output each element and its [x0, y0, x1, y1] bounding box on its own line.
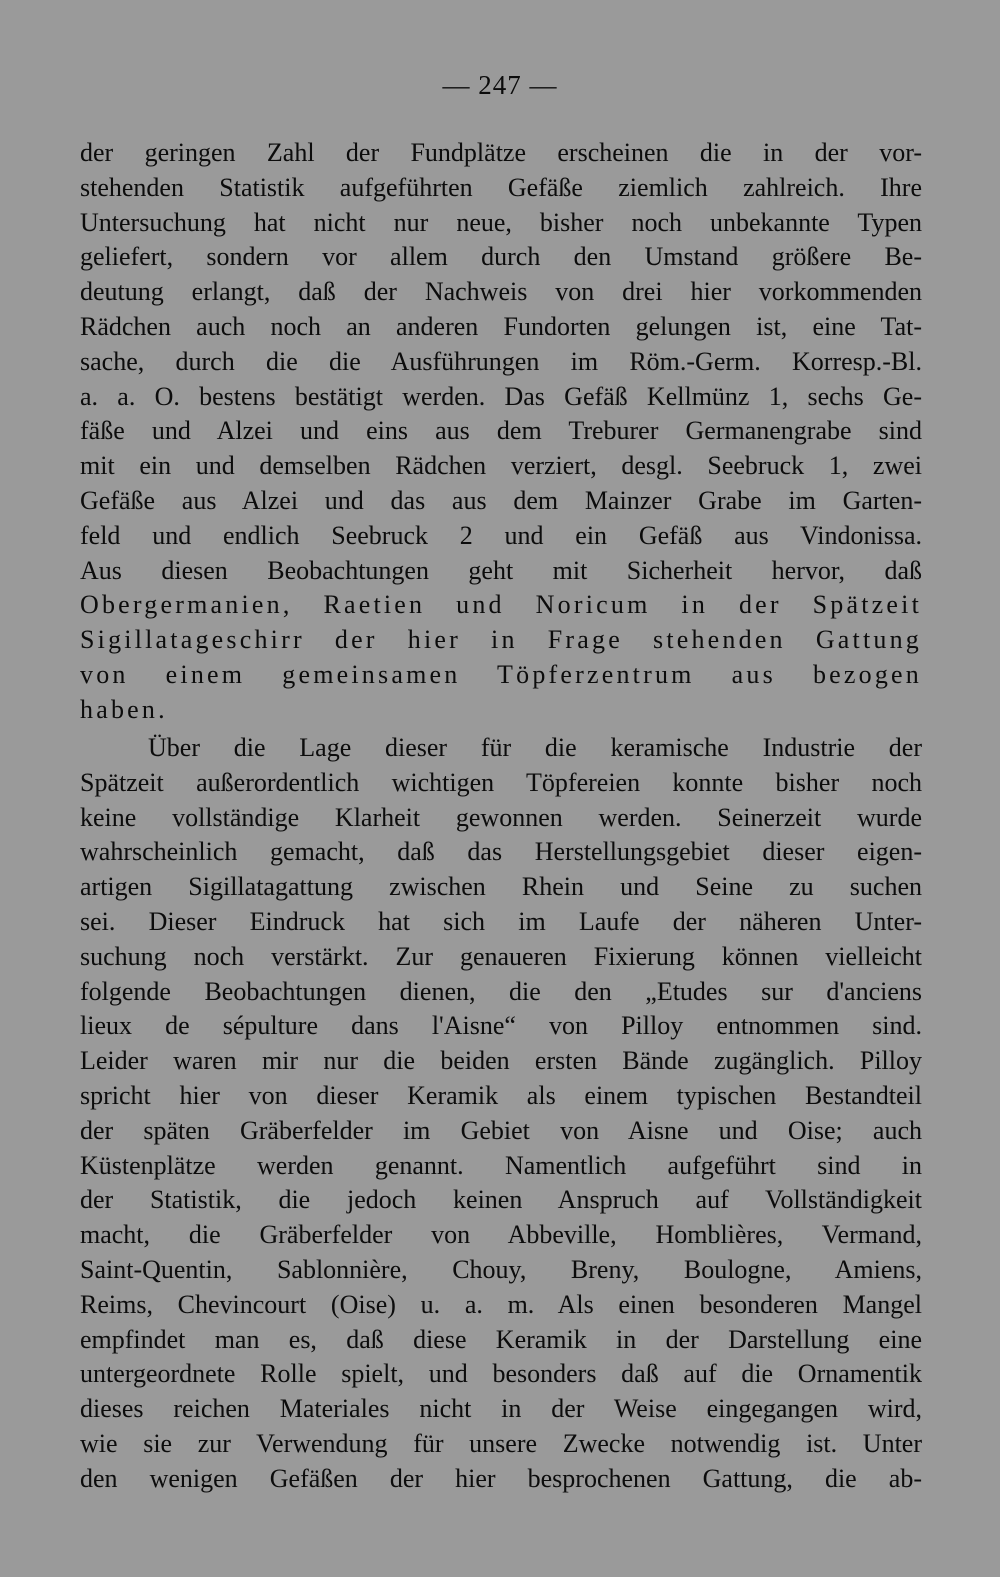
page-number: — 247 —	[442, 70, 558, 100]
text-line: keine vollständige Klarheit gewonnen werden. Seinerzeit wurde	[80, 802, 922, 832]
text-line: Küstenplätze werden genannt. Namentlich aufgeführt sind in	[80, 1150, 922, 1180]
text-line: Rädchen auch noch an anderen Fundorten gelungen ist, eine Tat-	[80, 311, 922, 341]
text-line: suchung noch verstärkt. Zur genaueren Fixierung können vielleicht	[80, 941, 922, 971]
text-line: feld und endlich Seebruck 2 und ein Gefäß aus Vindonissa.	[80, 520, 922, 550]
text-line: Leider waren mir nur die beiden ersten Bände zugänglich. Pilloy	[80, 1046, 922, 1076]
paragraph-1	[80, 136, 922, 728]
text-line: spricht hier von dieser Keramik als einem typischen Bestandteil	[80, 1080, 922, 1110]
text-line-spaced: Obergermanien, Raetien und Noricum in der Spätzeit	[80, 590, 922, 620]
text-line: der späten Gräberfelder im Gebiet von Aisne und Oise; auch	[80, 1115, 922, 1145]
text-line: Reims, Chevincourt (Oise) u. a. m. Als einen besonderen Mangel	[80, 1289, 922, 1319]
text-line: deutung erlangt, daß der Nachweis von drei hier vorkommenden	[80, 277, 922, 307]
text-line: wahrscheinlich gemacht, daß das Herstellungsgebiet dieser eigen-	[80, 837, 922, 867]
paragraph-2	[80, 731, 922, 1497]
text-line: artigen Sigillatagattung zwischen Rhein und Seine zu suchen	[80, 872, 922, 902]
text-line: den wenigen Gefäßen der hier besprochenen Gattung, die ab-	[80, 1463, 922, 1493]
text-line: stehenden Statistik aufgeführten Gefäße ziemlich zahlreich. Ihre	[80, 172, 922, 202]
text-line: dieses reichen Materiales nicht in der Weise eingegangen wird,	[80, 1394, 922, 1424]
text-line: der geringen Zahl der Fundplätze erscheinen die in der vor-	[80, 138, 922, 167]
text-line: der Statistik, die jedoch keinen Anspruch auf Vollständigkeit	[80, 1185, 922, 1215]
text-line: lieux de sépulture dans l'Aisne“ von Pilloy entnommen sind.	[80, 1011, 922, 1041]
text-line: Aus diesen Beobachtungen geht mit Sicherheit hervor, daß	[80, 555, 922, 585]
text-line-spaced: haben.	[80, 694, 168, 724]
text-line-spaced: von einem gemeinsamen Töpferzentrum aus bezogen	[80, 659, 922, 689]
text-line: Über die Lage dieser für die keramische Industrie der	[148, 733, 922, 762]
text-line: sache, durch die die Ausführungen im Röm.-Germ. Korresp.-Bl.	[80, 346, 922, 376]
text-line: mit ein und demselben Rädchen verziert, desgl. Seebruck 1, zwei	[80, 451, 922, 481]
text-line: a. a. O. bestens bestätigt werden. Das Gefäß Kellmünz 1, sechs Ge-	[80, 381, 922, 411]
text-line-spaced: Sigillatageschirr der hier in Frage stehenden Gattung	[80, 625, 922, 655]
text-line: untergeordnete Rolle spielt, und besonders daß auf die Ornamentik	[80, 1359, 922, 1389]
text-line: Gefäße aus Alzei und das aus dem Mainzer Grabe im Garten-	[80, 485, 922, 515]
text-line: Spätzeit außerordentlich wichtigen Töpfereien konnte bisher noch	[80, 767, 922, 797]
text-line: wie sie zur Verwendung für unsere Zwecke notwendig ist. Unter	[80, 1428, 922, 1458]
text-line: fäße und Alzei und eins aus dem Treburer Germanengrabe sind	[80, 416, 922, 446]
text-line: Untersuchung hat nicht nur neue, bisher noch unbekannte Typen	[80, 207, 922, 237]
text-line: geliefert, sondern vor allem durch den Umstand größere Be-	[80, 242, 922, 272]
text-line: sei. Dieser Eindruck hat sich im Laufe der näheren Unter-	[80, 906, 922, 936]
text-line: macht, die Gräberfelder von Abbeville, Homblières, Vermand,	[80, 1220, 922, 1250]
text-line: empfindet man es, daß diese Keramik in der Darstellung eine	[80, 1324, 922, 1354]
text-line: Saint-Quentin, Sablonnière, Chouy, Breny, Boulogne, Amiens,	[80, 1254, 922, 1284]
text-line: folgende Beobachtungen dienen, die den „Etudes sur d'anciens	[80, 976, 922, 1006]
